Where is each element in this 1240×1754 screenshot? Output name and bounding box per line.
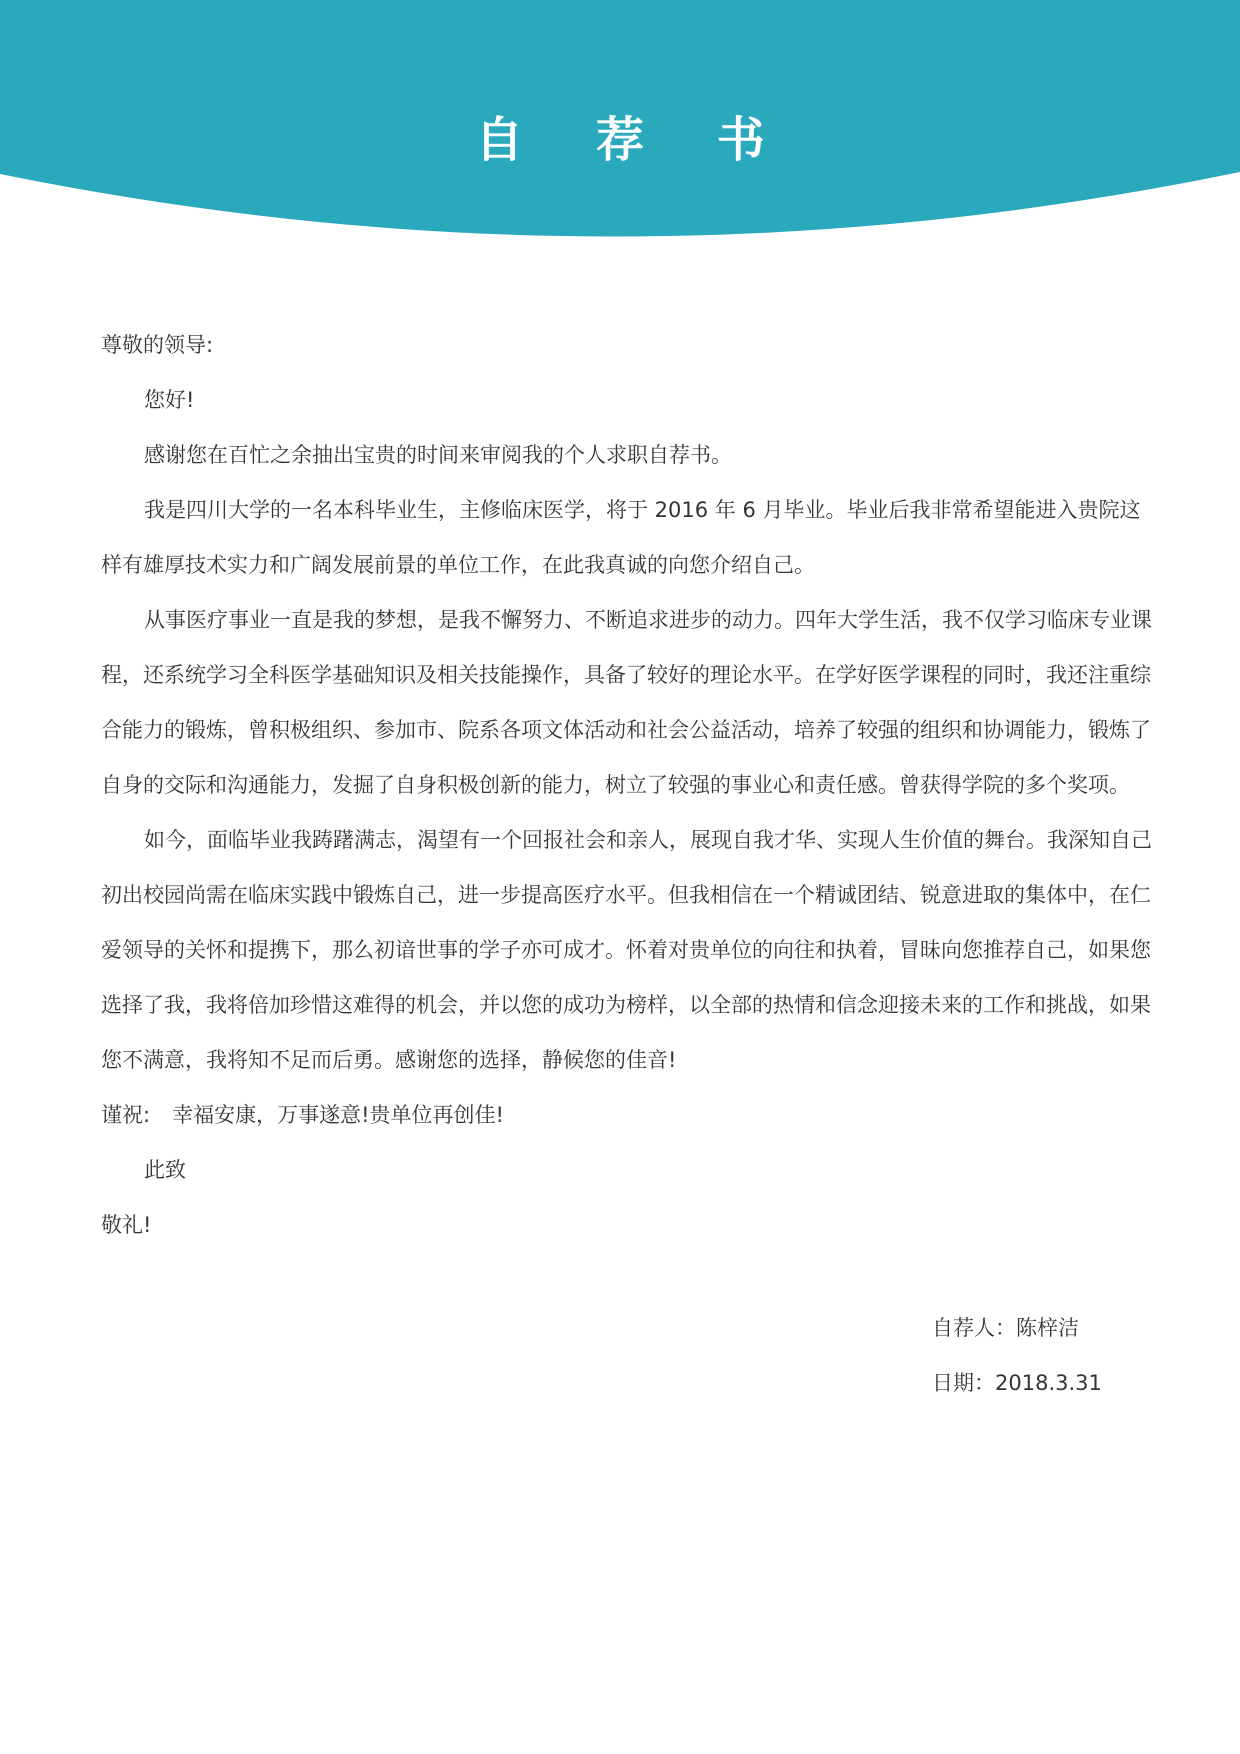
paragraph-experience: 从事医疗事业一直是我的梦想，是我不懈努力、不断追求进步的动力。四年大学生活，我不仅学习临床专业课程，还系统学习全科医学基础知识及相关技能操作，具备了较好的理论水平。在学好医学课程的同时，我还注重综合能力的锻炼，曾积极组织、参加市、院系各项文体活动和社会公益活动，培养了较强的组织和协调能力，锻炼了自身的交际和沟通能力，发掘了自身积极创新的能力，树立了较强的事业心和责任感。曾获得学院的多个奖项。 [101,608,1152,797]
paragraph-aspiration: 如今，面临毕业我踌躇满志，渴望有一个回报社会和亲人，展现自我才华、实现人生价值的舞台。我深知自己初出校园尚需在临床实践中锻炼自己，进一步提高医疗水平。但我相信在一个精诚团结、锐意进取的集体中，在仁爱领导的关怀和提携下，那么初谙世事的学子亦可成才。怀着对贵单位的向往和执着，冒昧向您推荐自己，如果您选择了我，我将倍加珍惜这难得的机会，并以您的成功为榜样，以全部的热情和信念迎接未来的工作和挑战，如果您不满意，我将知不足而后勇。感谢您的选择，静候您的佳音! [101,828,1152,1072]
signature-block [932,1301,1102,1411]
page-title: 自 荐 书 [475,112,793,168]
letter-body [101,318,1161,1253]
salutation: 尊敬的领导: [101,333,214,357]
signature-date: 日期：2018.3.31 [932,1371,1102,1395]
signer-name: 自荐人：陈梓洁 [932,1316,1079,1340]
closing-line-1: 此致 [144,1158,186,1182]
paragraph-thanks: 感谢您在百忙之余抽出宝贵的时间来审阅我的个人求职自荐书。 [144,443,732,467]
wish-text: 幸福安康，万事遂意!贵单位再创佳! [172,1103,504,1127]
paragraph-introduction: 我是四川大学的一名本科毕业生，主修临床医学，将于 2016 年 6 月毕业。毕业后我非常希望能进入贵院这样有雄厚技术实力和广阔发展前景的单位工作，在此我真诚的向您介绍自己。 [101,498,1141,577]
wish-label: 谨祝: [101,1103,151,1127]
greeting: 您好! [144,388,195,412]
closing-line-2: 敬礼! [101,1213,152,1237]
wish-row [101,1088,1161,1143]
